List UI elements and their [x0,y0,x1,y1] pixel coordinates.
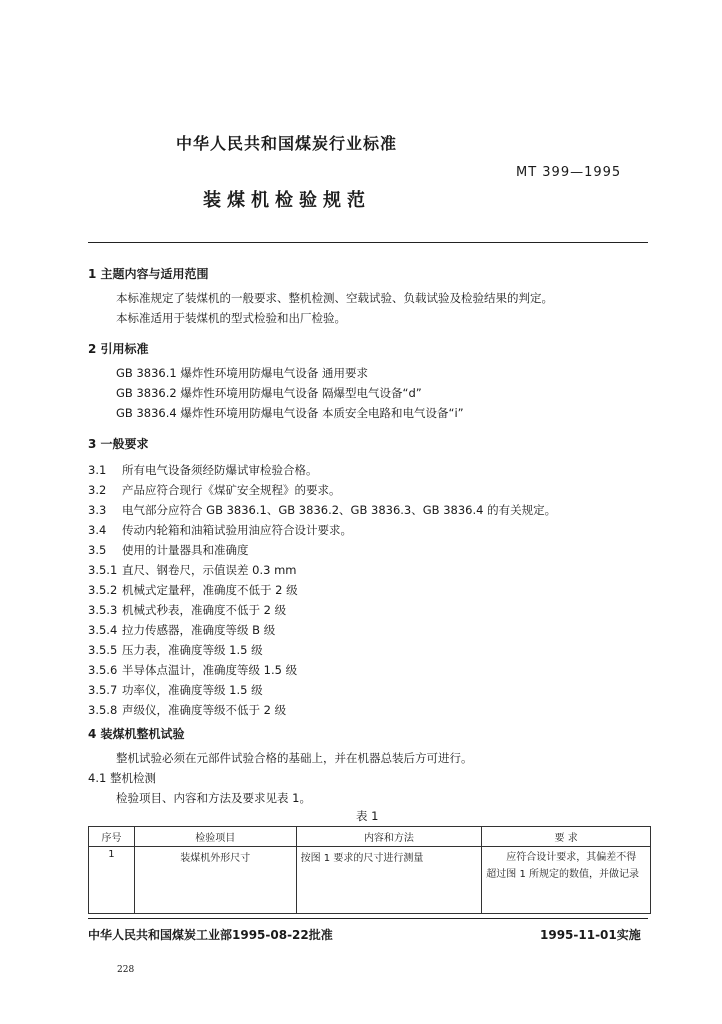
cell-method: 按图 1 要求的尺寸进行测量 [296,847,482,914]
clause-text: 机械式定量秤，准确度不低于 2 级 [122,583,298,597]
section-1-paragraph-2: 本标准适用于装煤机的型式检验和出厂检验。 [116,311,346,325]
approval-line: 中华人民共和国煤炭工业部1995-08-22批准 [88,928,333,942]
section-1-paragraph-1: 本标准规定了装煤机的一般要求、整机检测、空载试验、负载试验及检验结果的判定。 [116,291,553,305]
table-header-row [89,827,651,847]
section-3-heading: 3 一般要求 [88,437,149,451]
clause-text: 电气部分应符合 GB 3836.1、GB 3836.2、GB 3836.3、GB 3836.4 的有关规定。 [122,503,557,517]
clause-text: 半导体点温计，准确度等级 1.5 级 [122,663,298,677]
clause-number: 3.5.2 [88,583,118,597]
clause-item [88,602,286,618]
effective-date: 1995-11-01实施 [540,928,641,942]
clause-text: 拉力传感器，准确度等级 B 级 [122,623,276,637]
clause-text: 传动内轮箱和油箱试验用油应符合设计要求。 [122,523,352,537]
section-1-heading: 1 主题内容与适用范围 [88,267,209,281]
inspection-table [88,826,651,914]
standard-number: MT 399—1995 [516,165,622,180]
header-method: 内容和方法 [296,827,482,847]
clause-text: 功率仪，准确度等级 1.5 级 [122,683,263,697]
table-caption: 表 1 [356,809,379,823]
clause-number: 3.2 [88,483,107,497]
clause-text: 直尺、钢卷尺，示值误差 0.3 mm [122,563,297,577]
page-number: 228 [117,965,135,975]
header-requirement: 要 求 [482,827,651,847]
clause-item [88,482,341,498]
section-4-heading: 4 装煤机整机试验 [88,727,185,741]
clause-item [88,622,275,638]
document-title: 装煤机检验规范 [203,190,371,211]
section-4-paragraph-2: 检验项目、内容和方法及要求见表 1。 [116,791,311,805]
clause-text: 压力表，准确度等级 1.5 级 [122,643,263,657]
clause-item [88,562,297,578]
cell-requirement: 应符合设计要求，其偏差不得超过图 1 所规定的数值，并做记录 [482,847,651,914]
clause-text: 声级仪，准确度等级不低于 2 级 [122,703,287,717]
reference-item: GB 3836.4 爆炸性环境用防爆电气设备 本质安全电路和电气设备“i” [116,406,464,420]
clause-text: 机械式秒表，准确度不低于 2 级 [122,603,287,617]
clause-text: 使用的计量器具和准确度 [122,543,249,557]
clause-number: 3.5.8 [88,703,118,717]
header-seq-no: 序号 [89,827,135,847]
table-row [89,847,651,914]
clause-number: 3.1 [88,463,107,477]
cell-seq-no: 1 [89,847,135,914]
clause-text: 产品应符合现行《煤矿安全规程》的要求。 [122,483,341,497]
section-4-paragraph-1: 整机试验必须在元部件试验合格的基础上，并在机器总装后方可进行。 [116,751,473,765]
clause-number: 3.5.7 [88,683,118,697]
clause-item [88,462,318,478]
reference-item: GB 3836.2 爆炸性环境用防爆电气设备 隔爆型电气设备“d” [116,386,422,400]
clause-number: 3.5.4 [88,623,118,637]
clause-number: 3.5.1 [88,563,118,577]
header-item: 检验项目 [134,827,296,847]
clause-item [88,682,263,698]
clause-number: 3.4 [88,523,107,537]
org-title: 中华人民共和国煤炭行业标准 [176,134,398,153]
clause-number: 3.3 [88,503,107,517]
clause-text: 所有电气设备须经防爆试审检验合格。 [122,463,318,477]
subsection-4-1-heading: 4.1 整机检测 [88,771,156,785]
clause-number: 3.5.5 [88,643,118,657]
clause-item [88,582,298,598]
clause-item [88,522,352,538]
footer-rule [88,918,648,919]
clause-item [88,542,249,558]
clause-item [88,662,297,678]
clause-item [88,502,556,518]
clause-item [88,642,263,658]
cell-item: 装煤机外形尺寸 [134,847,296,914]
clause-number: 3.5.6 [88,663,118,677]
clause-item [88,702,286,718]
reference-item: GB 3836.1 爆炸性环境用防爆电气设备 通用要求 [116,366,369,380]
clause-number: 3.5 [88,543,107,557]
section-2-heading: 2 引用标准 [88,342,149,356]
header-rule [88,242,648,243]
clause-number: 3.5.3 [88,603,118,617]
